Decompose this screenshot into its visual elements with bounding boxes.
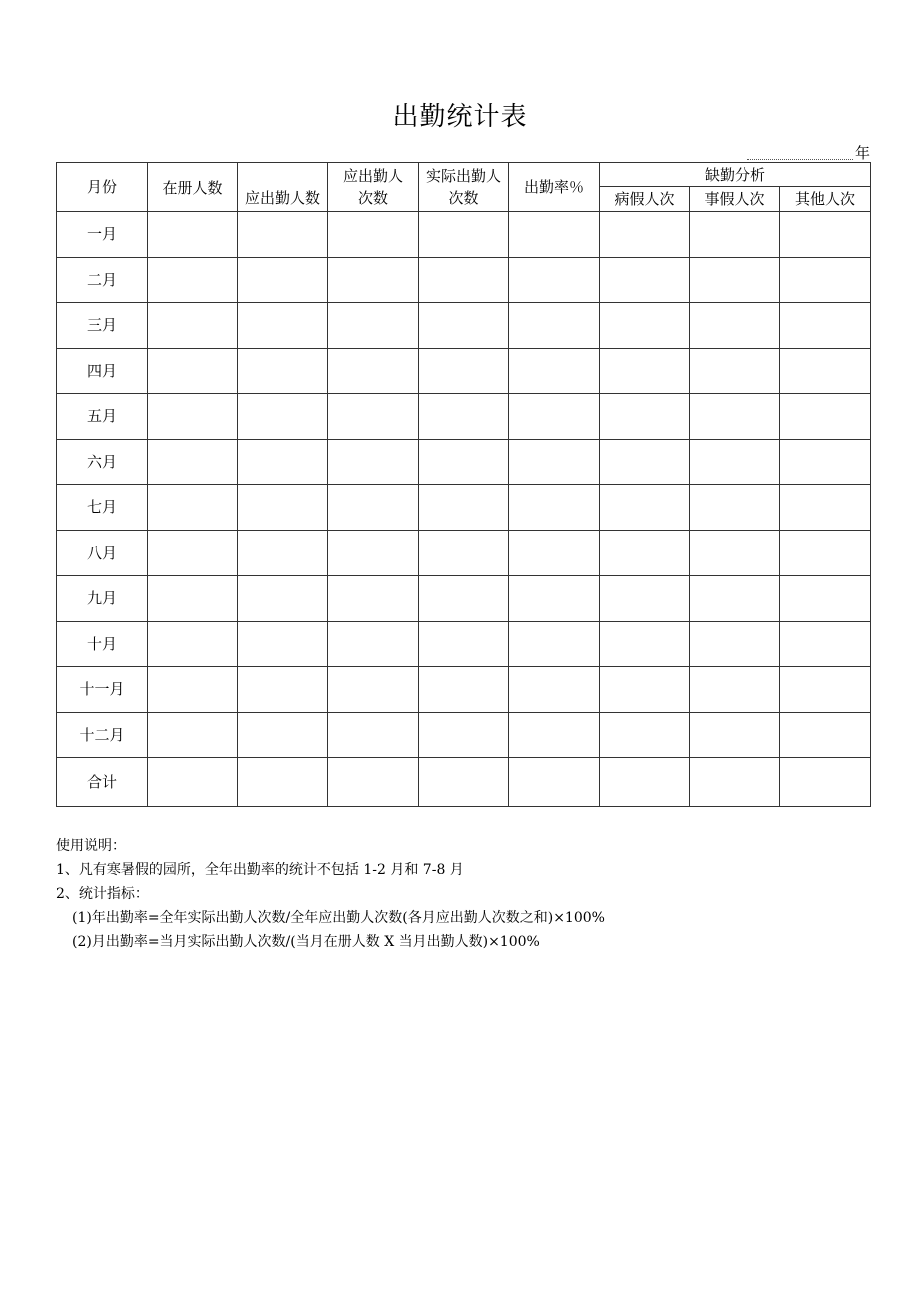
data-cell[interactable] [780, 667, 871, 713]
data-cell[interactable] [419, 758, 509, 807]
header-rate: 出勤率％ [509, 163, 600, 212]
data-cell[interactable] [238, 303, 328, 349]
data-cell[interactable] [238, 758, 328, 807]
year-label: 年 [855, 144, 871, 162]
data-cell[interactable] [328, 485, 419, 531]
table-row [57, 485, 871, 531]
notes-formula-1: (1)年出勤率=全年实际出勤人次数/全年应出勤人次数(各月应出勤人次数之和)×100% [72, 910, 605, 926]
table-row [57, 621, 871, 667]
data-cell[interactable] [419, 576, 509, 622]
header-expected: 应出勤人数 [238, 163, 328, 212]
data-cell[interactable] [419, 485, 509, 531]
page-title: 出勤统计表 [392, 102, 528, 132]
data-cell[interactable] [600, 530, 690, 576]
data-cell[interactable] [780, 212, 871, 258]
data-cell[interactable] [509, 576, 600, 622]
data-cell[interactable] [148, 439, 238, 485]
data-cell[interactable] [148, 621, 238, 667]
row-label: 十月 [57, 621, 148, 667]
data-cell[interactable] [148, 712, 238, 758]
data-cell[interactable] [600, 485, 690, 531]
data-cell[interactable] [148, 576, 238, 622]
data-cell[interactable] [238, 439, 328, 485]
data-cell[interactable] [419, 712, 509, 758]
header-other: 其他人次 [780, 187, 871, 212]
data-cell[interactable] [238, 621, 328, 667]
row-label: 六月 [57, 439, 148, 485]
data-cell[interactable] [148, 485, 238, 531]
data-cell[interactable] [148, 212, 238, 258]
data-cell[interactable] [780, 530, 871, 576]
data-cell[interactable] [238, 667, 328, 713]
data-cell[interactable] [238, 212, 328, 258]
data-cell[interactable] [780, 439, 871, 485]
table-row [57, 439, 871, 485]
data-cell[interactable] [238, 394, 328, 440]
data-cell[interactable] [780, 394, 871, 440]
data-cell[interactable] [148, 530, 238, 576]
data-cell[interactable] [328, 758, 419, 807]
data-cell[interactable] [419, 394, 509, 440]
data-cell[interactable] [690, 621, 780, 667]
table-row [57, 530, 871, 576]
data-cell[interactable] [328, 576, 419, 622]
data-cell[interactable] [509, 621, 600, 667]
table-row [57, 257, 871, 303]
data-cell[interactable] [509, 348, 600, 394]
data-cell[interactable] [690, 485, 780, 531]
data-cell[interactable] [509, 257, 600, 303]
data-cell[interactable] [148, 348, 238, 394]
header-month: 月份 [57, 163, 148, 212]
data-cell[interactable] [328, 667, 419, 713]
data-cell[interactable] [690, 758, 780, 807]
data-cell[interactable] [328, 530, 419, 576]
data-cell[interactable] [780, 621, 871, 667]
data-cell[interactable] [419, 212, 509, 258]
data-cell[interactable] [780, 758, 871, 807]
row-label: 三月 [57, 303, 148, 349]
data-cell[interactable] [600, 257, 690, 303]
data-cell[interactable] [600, 576, 690, 622]
data-cell[interactable] [238, 485, 328, 531]
data-cell[interactable] [600, 439, 690, 485]
data-cell[interactable] [690, 439, 780, 485]
data-cell[interactable] [780, 303, 871, 349]
table-row [57, 394, 871, 440]
header-enrolled: 在册人数 [148, 163, 238, 212]
data-cell[interactable] [509, 758, 600, 807]
data-cell[interactable] [509, 212, 600, 258]
table-row [57, 303, 871, 349]
data-cell[interactable] [690, 348, 780, 394]
data-cell[interactable] [509, 712, 600, 758]
notes-item-2: 2、统计指标： [56, 886, 149, 902]
data-cell[interactable] [419, 348, 509, 394]
year-blank-line[interactable] [747, 159, 853, 160]
data-cell[interactable] [509, 439, 600, 485]
data-cell[interactable] [509, 394, 600, 440]
data-cell[interactable] [690, 257, 780, 303]
data-cell[interactable] [690, 576, 780, 622]
row-label: 四月 [57, 348, 148, 394]
data-cell[interactable] [238, 530, 328, 576]
header-personal: 事假人次 [690, 187, 780, 212]
data-cell[interactable] [419, 257, 509, 303]
notes-item-1: 1、凡有寒暑假的园所，全年出勤率的统计不包括 1-2 月和 7-8 月 [56, 862, 464, 878]
row-label: 十二月 [57, 712, 148, 758]
header-actual-times [419, 163, 509, 212]
header-actual-times-text: 实际出勤人次数 [425, 167, 501, 207]
data-cell[interactable] [328, 394, 419, 440]
table-row [57, 712, 871, 758]
data-cell[interactable] [780, 712, 871, 758]
data-cell[interactable] [690, 667, 780, 713]
data-cell[interactable] [419, 439, 509, 485]
data-cell[interactable] [690, 530, 780, 576]
data-cell[interactable] [148, 394, 238, 440]
data-cell[interactable] [148, 667, 238, 713]
data-cell[interactable] [148, 758, 238, 807]
data-cell[interactable] [238, 712, 328, 758]
data-cell[interactable] [419, 530, 509, 576]
data-cell[interactable] [690, 394, 780, 440]
data-cell[interactable] [600, 303, 690, 349]
data-cell[interactable] [328, 348, 419, 394]
header-absence: 缺勤分析 [600, 163, 871, 187]
row-label: 二月 [57, 257, 148, 303]
table-row [57, 576, 871, 622]
total-row [57, 758, 871, 807]
notes-heading: 使用说明： [56, 838, 126, 854]
data-cell[interactable] [600, 758, 690, 807]
data-cell[interactable] [328, 621, 419, 667]
table-row [57, 348, 871, 394]
data-cell[interactable] [509, 303, 600, 349]
row-label: 九月 [57, 576, 148, 622]
data-cell[interactable] [600, 394, 690, 440]
header-sick: 病假人次 [600, 187, 690, 212]
data-cell[interactable] [328, 303, 419, 349]
row-label: 五月 [57, 394, 148, 440]
row-label: 八月 [57, 530, 148, 576]
row-label: 十一月 [57, 667, 148, 713]
attendance-table [56, 162, 871, 807]
data-cell[interactable] [690, 303, 780, 349]
data-cell[interactable] [509, 530, 600, 576]
data-cell[interactable] [600, 621, 690, 667]
data-cell[interactable] [509, 485, 600, 531]
data-cell[interactable] [780, 576, 871, 622]
data-cell[interactable] [600, 667, 690, 713]
data-cell[interactable] [328, 257, 419, 303]
row-label: 一月 [57, 212, 148, 258]
header-expected-times-text: 应出勤人次数 [342, 167, 403, 207]
data-cell[interactable] [600, 212, 690, 258]
data-cell[interactable] [328, 712, 419, 758]
data-cell[interactable] [780, 257, 871, 303]
data-cell[interactable] [238, 348, 328, 394]
data-cell[interactable] [780, 485, 871, 531]
data-cell[interactable] [148, 257, 238, 303]
row-label: 七月 [57, 485, 148, 531]
usage-notes [56, 834, 876, 954]
data-cell[interactable] [328, 439, 419, 485]
data-cell[interactable] [509, 667, 600, 713]
table-row [57, 667, 871, 713]
header-expected-times [328, 163, 419, 212]
data-cell[interactable] [600, 712, 690, 758]
notes-formula-2: (2)月出勤率=当月实际出勤人次数/(当月在册人数 X 当月出勤人数)×100% [72, 934, 540, 950]
data-cell[interactable] [419, 621, 509, 667]
data-cell[interactable] [238, 576, 328, 622]
data-cell[interactable] [238, 257, 328, 303]
data-cell[interactable] [690, 212, 780, 258]
data-cell[interactable] [419, 667, 509, 713]
data-cell[interactable] [780, 348, 871, 394]
data-cell[interactable] [328, 212, 419, 258]
data-cell[interactable] [600, 348, 690, 394]
data-cell[interactable] [419, 303, 509, 349]
data-cell[interactable] [690, 712, 780, 758]
row-label: 合计 [57, 758, 148, 807]
data-cell[interactable] [148, 303, 238, 349]
table-row [57, 212, 871, 258]
